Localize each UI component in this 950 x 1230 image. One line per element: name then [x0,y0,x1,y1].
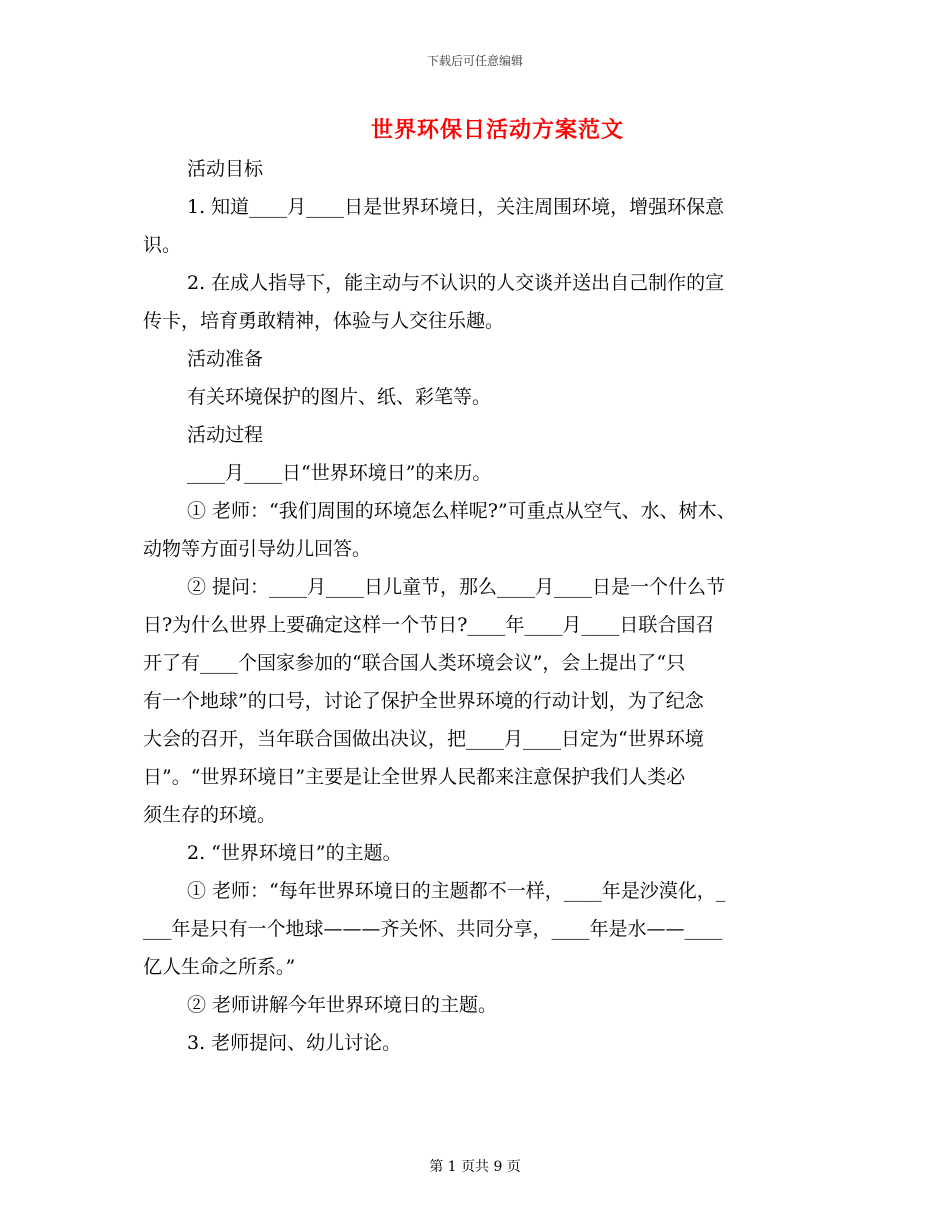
page-header: 下载后可任意编辑 [426,54,523,68]
text-line: 传卡，培育勇敢精神，体验与人交往乐趣。 [143,310,505,332]
text-line: ① 老师：“每年世界环境日的主题都不一样，____年是沙漠化，_ [187,880,726,902]
text-line: 动物等方面引导幼儿回答。 [143,538,372,560]
text-line: 有关环境保护的图片、纸、彩笔等。 [187,386,492,408]
text-line: 活动准备 [187,348,264,370]
text-line: 活动目标 [187,158,264,180]
text-line: ② 提问：____月____日儿童节，那么____月____日是一个什么节 [187,576,726,598]
text-line: 开了有____个国家参加的“联合国人类环境会议”，会上提出了“只 [143,652,686,674]
text-line: ① 老师：“我们周围的环境怎么样呢?”可重点从空气、水、树木、 [187,500,736,522]
text-line: 3. 老师提问、幼儿讨论。 [187,1032,402,1054]
text-line: 1. 知道____月____日是世界环境日，关注周围环境，增强环保意 [187,196,725,218]
text-line: 2. “世界环境日”的主题。 [187,842,402,864]
text-line: 活动过程 [187,424,264,446]
text-line: ② 老师讲解今年世界环境日的主题。 [187,994,498,1016]
document-body [143,150,833,1062]
text-line: 有一个地球”的口号，讨论了保护全世界环境的行动计划，为了纪念 [143,690,704,712]
text-line: 日?为什么世界上要确定这样一个节日?____年____月____日联合国召 [143,614,715,636]
text-line: ___年是只有一个地球———齐关怀、共同分享，____年是水——____ [143,918,723,940]
text-line: 须生存的环境。 [143,804,277,826]
text-line: 大会的召开，当年联合国做出决议，把____月____日定为“世界环境 [143,728,704,750]
text-line: 识。 [143,234,182,256]
document-title: 世界环保日活动方案范文 [370,117,624,143]
text-line: 2. 在成人指导下，能主动与不认识的人交谈并送出自己制作的宣 [187,272,725,294]
text-line: ____月____日“世界环境日”的来历。 [187,462,492,484]
text-line: 亿人生命之所系。” [143,956,296,978]
text-line: 日”。“世界环境日”主要是让全世界人民都来注意保护我们人类必 [143,766,686,788]
page-footer: 第 1 页共 9 页 [429,1159,521,1175]
